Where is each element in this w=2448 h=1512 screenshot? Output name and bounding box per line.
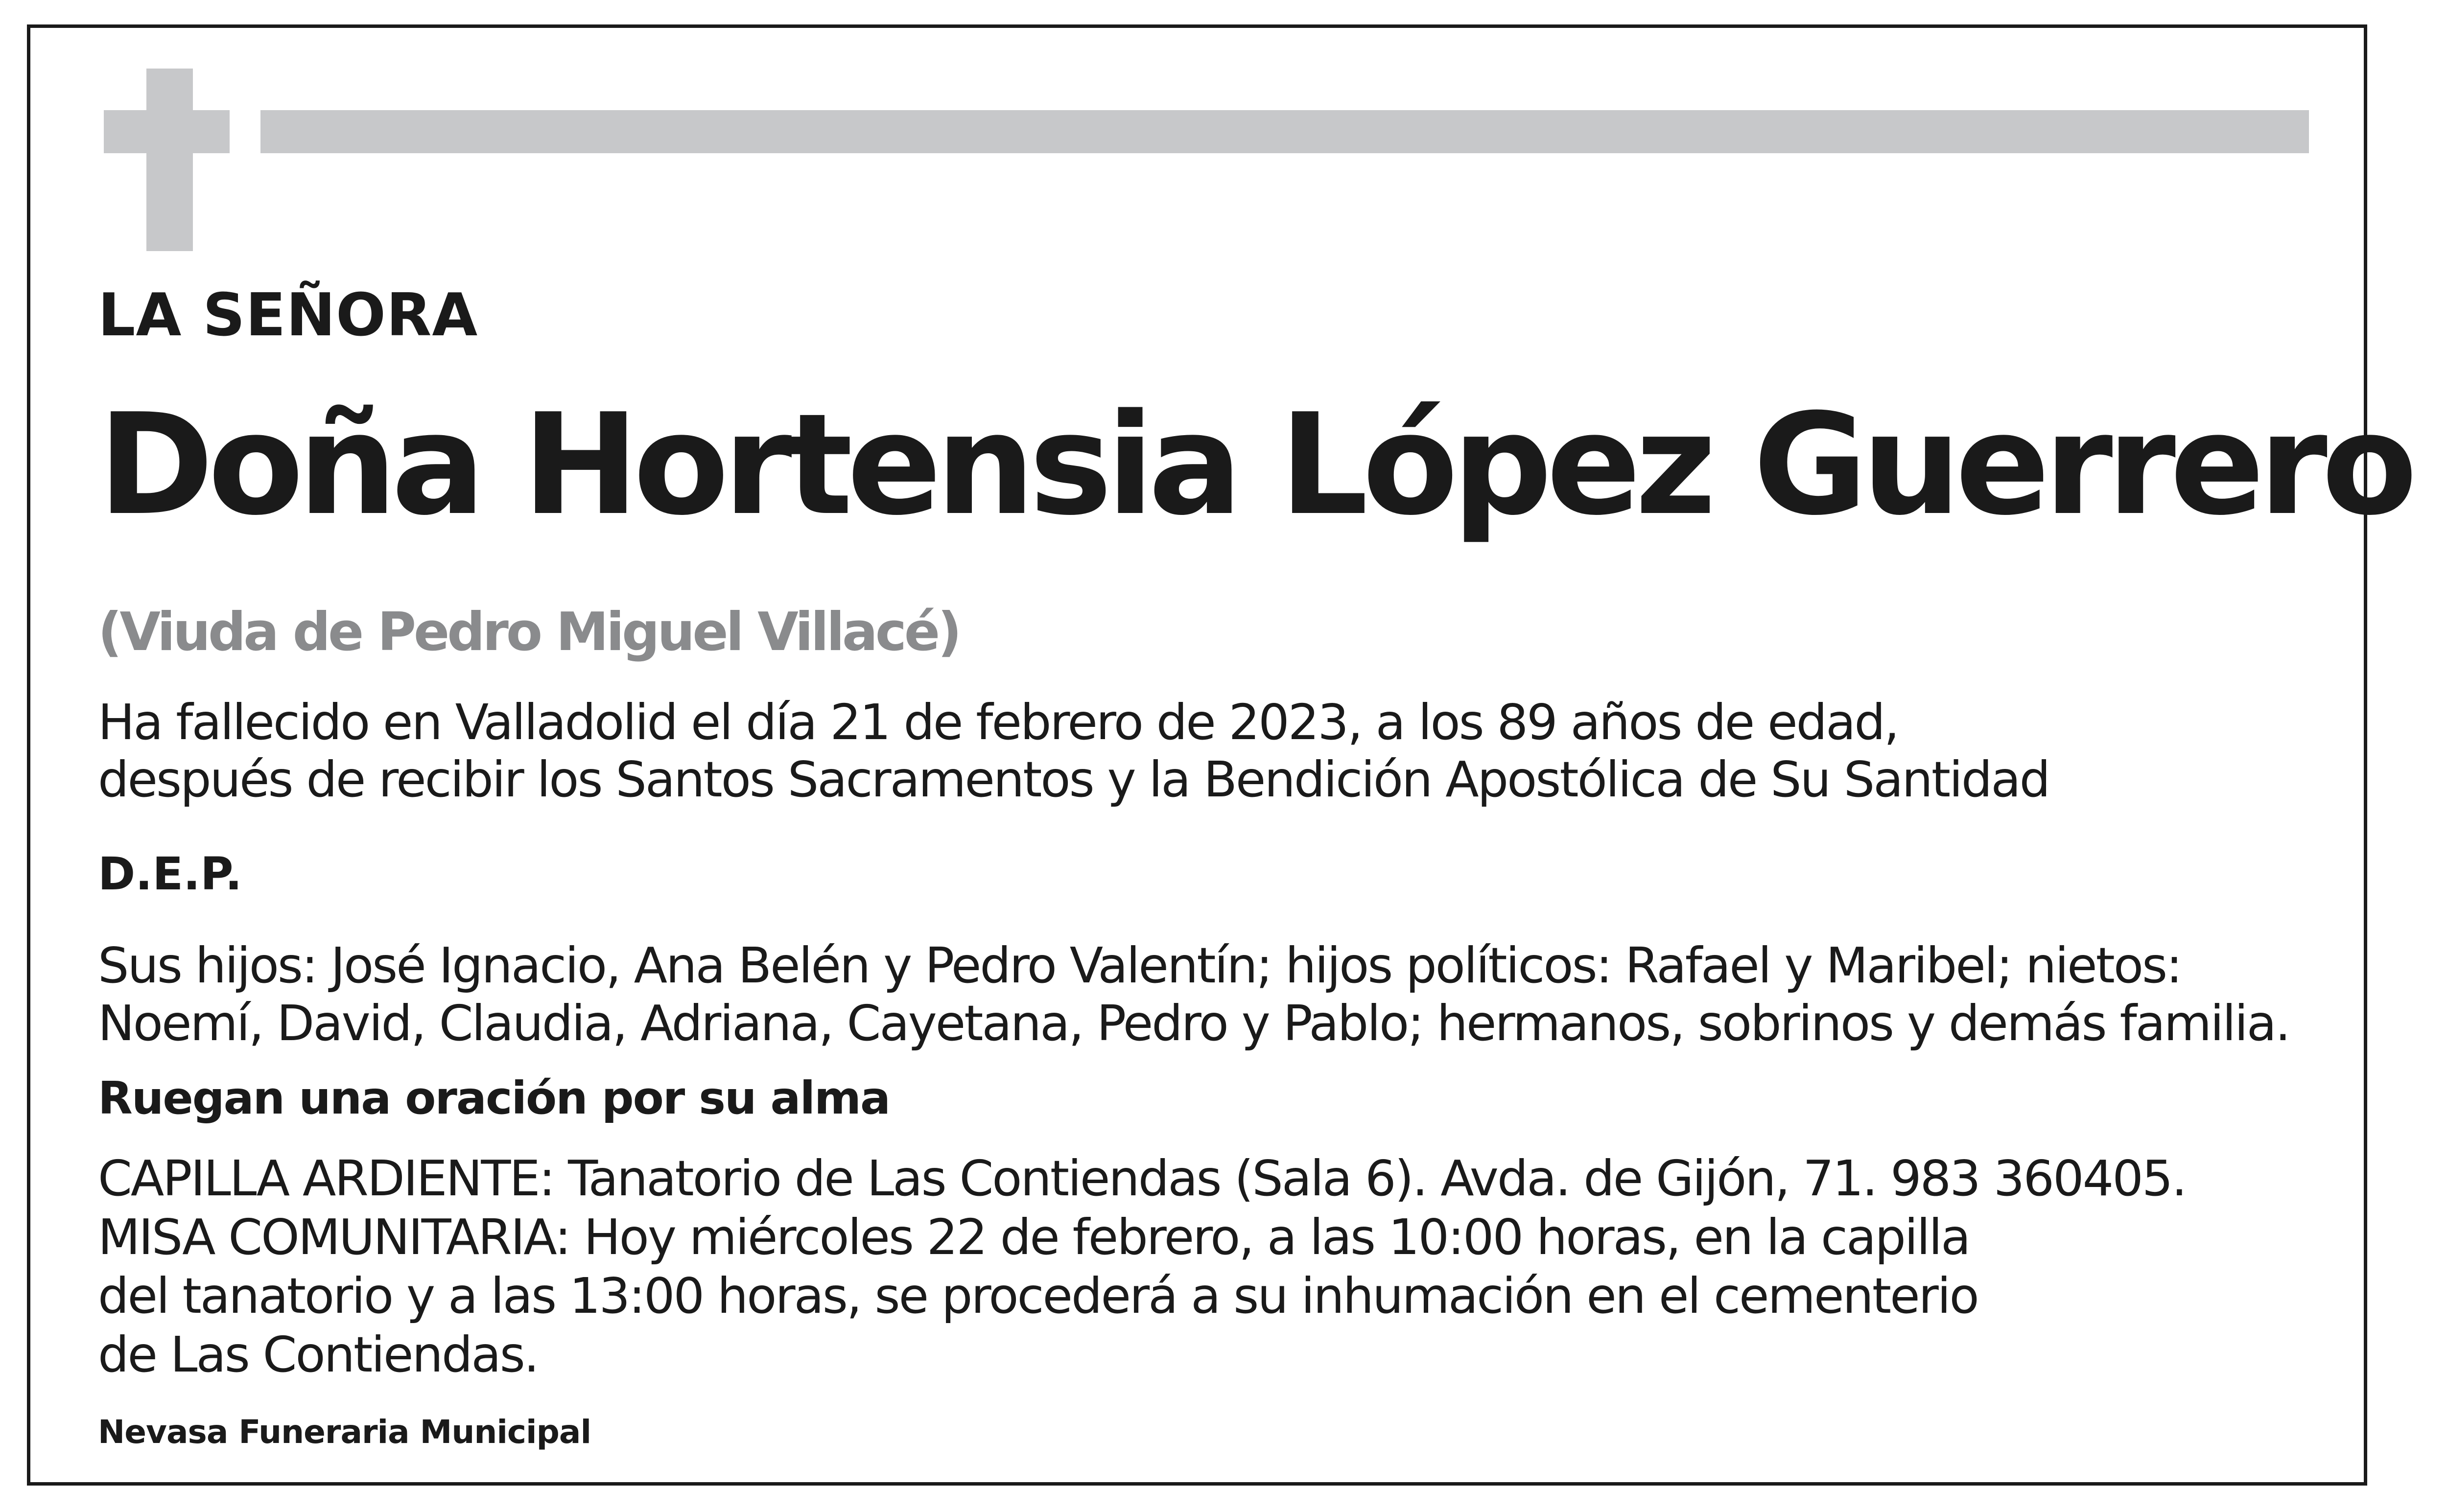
cross-icon-vertical-bar bbox=[146, 69, 193, 251]
rip-label: D.E.P. bbox=[98, 848, 242, 900]
service-line: de Las Contiendas. bbox=[98, 1326, 538, 1383]
family-line: Sus hijos: José Ignacio, Ana Belén y Pedro Valentín; hijos políticos: Rafael y Maribel; nietos: bbox=[98, 937, 2181, 994]
family-line: Noemí, David, Claudia, Adriana, Cayetana, Pedro y Pablo; hermanos, sobrinos y demás familia. bbox=[98, 995, 2289, 1052]
cross-icon-horizontal-bar bbox=[104, 110, 230, 153]
service-line: del tanatorio y a las 13:00 horas, se procederá a su inhumación en el cementerio bbox=[98, 1267, 1978, 1325]
service-line: CAPILLA ARDIENTE: Tanatorio de Las Contiendas (Sala 6). Avda. de Gijón, 71. 983 360405. bbox=[98, 1150, 2186, 1207]
deceased-name: Doña Hortensia López Guerrero bbox=[98, 384, 2412, 546]
honorific-prefix: LA SEÑORA bbox=[98, 281, 478, 349]
widow-of: (Viuda de Pedro Miguel Villacé) bbox=[98, 602, 960, 663]
death-line: Ha fallecido en Valladolid el día 21 de febrero de 2023, a los 89 años de edad, bbox=[98, 694, 1898, 751]
funeral-home-name: Nevasa Funeraria Municipal bbox=[98, 1413, 591, 1451]
service-line: MISA COMUNITARIA: Hoy miércoles 22 de febrero, a las 10:00 horas, en la capilla bbox=[98, 1209, 1970, 1266]
death-line: después de recibir los Santos Sacramentos y la Bendición Apostólica de Su Santidad bbox=[98, 751, 2049, 808]
header-rule bbox=[260, 110, 2309, 153]
prayer-request: Ruegan una oración por su alma bbox=[98, 1072, 890, 1124]
